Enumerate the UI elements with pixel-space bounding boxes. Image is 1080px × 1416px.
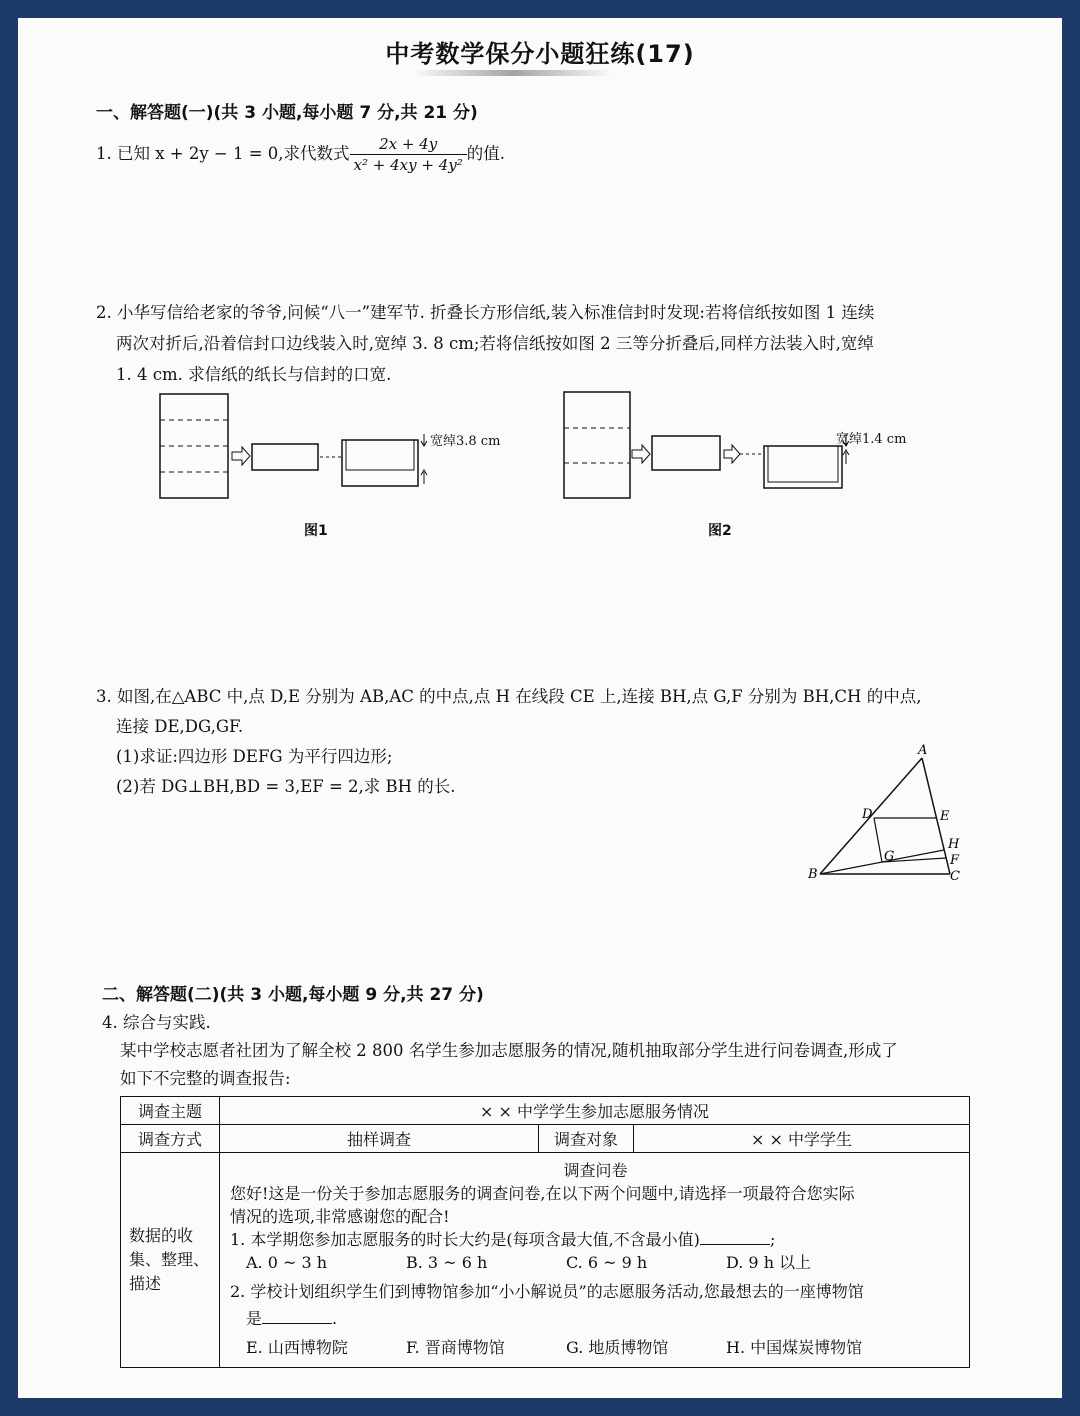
table-cell-label: 调查对象 — [539, 1125, 634, 1153]
title-underline-mark — [413, 70, 613, 76]
fig2-folded-letter — [652, 436, 720, 470]
survey-question-2-line-2 — [230, 1307, 961, 1330]
survey-questionnaire-cell — [220, 1153, 970, 1368]
point-label: A — [918, 743, 928, 758]
table-cell-value: × × 中学学生参加志愿服务情况 — [220, 1097, 970, 1125]
option-b[interactable]: B. 3 ~ 6 h — [406, 1253, 488, 1272]
question-3-part-1: (1)求证:四边形 DEFG 为平行四边形; — [116, 747, 393, 766]
survey-question-1-end: ; — [769, 1230, 776, 1249]
fig2-caption: 图2 — [708, 523, 732, 539]
q1-denominator: x² + 4xy + 4y² — [353, 156, 463, 174]
question-4-intro-1: 某中学校志愿者社团为了解全校 2 800 名学生参加志愿服务的情况,随机抽取部分学生进行问卷调查,形成了 — [120, 1041, 898, 1060]
fig2-arrow-icon — [632, 445, 650, 463]
fig2-letter-sheet — [564, 392, 630, 498]
survey-question-2-text: 2. 学校计划组织学生们到博物馆参加“小小解说员”的志愿服务活动,您最想去的一座博物馆 — [230, 1282, 864, 1301]
fig1-caption: 图1 — [304, 523, 328, 539]
question-2-line-1: 2. 小华写信给老家的爷爷,问候“八一”建军节. 折叠长方形信纸,装入标准信封时发现:若将信纸按如图 1 连续 — [96, 303, 875, 322]
segment-dg — [874, 818, 882, 862]
point-label: D — [862, 807, 873, 822]
fig1-arrow-icon — [232, 447, 250, 465]
triangle-figure — [802, 742, 972, 892]
section-1-heading: 一、解答题(一)(共 3 小题,每小题 7 分,共 21 分) — [96, 103, 478, 123]
point-label: B — [808, 867, 818, 882]
question-3-line-1: 3. 如图,在△ABC 中,点 D,E 分别为 AB,AC 的中点,点 H 在线段 CE 上,连接 BH,点 G,F 分别为 BH,CH 的中点, — [96, 687, 922, 706]
question-3-line-2: 连接 DE,DG,GF. — [116, 717, 244, 736]
worksheet-page — [18, 18, 1062, 1398]
table-cell-value: × × 中学学生 — [634, 1125, 970, 1153]
figure-2-diagram — [552, 388, 952, 508]
survey-question-1-options — [230, 1251, 961, 1274]
survey-question-2-end: . — [332, 1309, 338, 1328]
question-1 — [96, 134, 505, 175]
fig1-folded-letter — [252, 444, 318, 470]
survey-question-2-options — [230, 1336, 961, 1359]
fig1-envelope — [342, 440, 418, 486]
table-cell-label: 数据的收集、整理、描述 — [121, 1153, 220, 1368]
point-label: H — [948, 837, 960, 852]
q1-suffix: 的值. — [466, 144, 505, 163]
option-e[interactable]: E. 山西博物院 — [246, 1338, 348, 1357]
q1-numerator: 2x + 4y — [350, 134, 467, 155]
questionnaire-greeting-2: 情况的选项,非常感谢您的配合! — [230, 1207, 450, 1226]
option-d[interactable]: D. 9 h 以上 — [726, 1253, 812, 1272]
table-row — [121, 1153, 970, 1368]
questionnaire-greeting-1: 您好!这是一份关于参加志愿服务的调查问卷,在以下两个问题中,请选择一项最符合您实际 — [230, 1184, 855, 1203]
fig2-arrow-icon — [724, 445, 740, 463]
survey-report-table — [120, 1096, 970, 1368]
table-cell-value: 抽样调查 — [220, 1125, 539, 1153]
question-4-intro-2: 如下不完整的调查报告: — [120, 1069, 291, 1088]
fig1-letter-inside — [346, 440, 414, 470]
option-g[interactable]: G. 地质博物馆 — [566, 1338, 669, 1357]
fig1-width-label: 宽绰3.8 cm — [430, 434, 501, 449]
table-row — [121, 1125, 970, 1153]
q1-prefix: 1. 已知 x + 2y − 1 = 0,求代数式 — [96, 144, 350, 163]
option-h[interactable]: H. 中国煤炭博物馆 — [726, 1338, 863, 1357]
question-2-line-2: 两次对折后,沿着信封口边线装入时,宽绰 3. 8 cm;若将信纸按如图 2 三等分折叠后,同样方法装入时,宽绰 — [116, 334, 874, 353]
survey-question-2-b: 是 — [246, 1309, 263, 1328]
option-c[interactable]: C. 6 ~ 9 h — [566, 1253, 648, 1272]
question-2-line-3: 1. 4 cm. 求信纸的纸长与信封的口宽. — [116, 365, 392, 384]
option-f[interactable]: F. 晋商博物馆 — [406, 1338, 505, 1357]
question-3-part-2: (2)若 DG⊥BH,BD = 3,EF = 2,求 BH 的长. — [116, 777, 456, 796]
questionnaire-title: 调查问卷 — [563, 1161, 628, 1180]
section-2-heading: 二、解答题(二)(共 3 小题,每小题 9 分,共 27 分) — [102, 985, 484, 1005]
option-a[interactable]: A. 0 ~ 3 h — [246, 1253, 328, 1272]
point-label: C — [950, 869, 960, 884]
survey-question-1 — [230, 1228, 961, 1251]
table-cell-label: 调查主题 — [121, 1097, 220, 1125]
question-4-heading: 4. 综合与实践. — [102, 1013, 211, 1032]
survey-question-1-text: 1. 本学期您参加志愿服务的时长大约是(每项含最大值,不含最小值) — [230, 1230, 700, 1249]
page-title: 中考数学保分小题狂练(17) — [385, 40, 695, 68]
answer-blank[interactable] — [700, 1230, 770, 1245]
q1-fraction — [350, 134, 467, 175]
table-row — [121, 1097, 970, 1125]
point-label: F — [950, 853, 960, 868]
fig2-width-label: 宽绰1.4 cm — [836, 432, 907, 447]
point-label: G — [884, 849, 895, 864]
table-cell-label: 调查方式 — [121, 1125, 220, 1153]
fig2-letter-inside — [768, 446, 838, 482]
answer-blank[interactable] — [262, 1309, 332, 1324]
point-label: E — [940, 809, 950, 824]
